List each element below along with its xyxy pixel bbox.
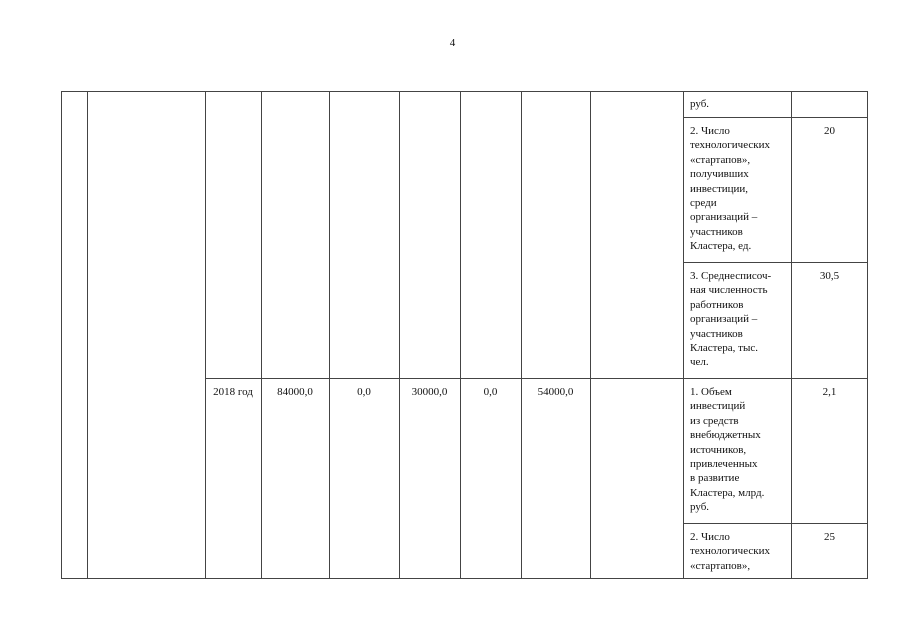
col-line: [791, 91, 792, 578]
amount-cell: 30000,0: [411, 386, 448, 398]
col-line: [87, 91, 88, 578]
indicator-cell: 2. Число технологических «стартапов», получивших инвестиции, среди организаций – участников Кластера, ед.: [690, 125, 770, 253]
row-divider: [683, 117, 867, 118]
value-cell: 25: [824, 531, 835, 543]
amount-cell: 0,0: [357, 386, 371, 398]
col-line: [460, 91, 461, 578]
indicator-cell: руб.: [690, 98, 710, 110]
col-line: [521, 91, 522, 578]
table-bottom-border: [61, 578, 868, 579]
row-divider: [683, 523, 867, 524]
table-top-border: [61, 91, 868, 92]
col-line: [399, 91, 400, 578]
amount-cell: 0,0: [483, 386, 498, 398]
indicator-cell: 3. Среднесписоч- ная численность работников организаций – участников Кластера, тыс. чел.: [690, 270, 772, 369]
col-line: [867, 91, 868, 578]
page-number: 4: [449, 37, 456, 49]
amount-cell: 54000,0: [537, 386, 574, 398]
value-cell: 20: [824, 125, 835, 137]
col-line: [683, 91, 684, 578]
value-cell: 2,1: [822, 386, 837, 398]
row-divider: [683, 262, 867, 263]
value-cell: 30,5: [819, 270, 840, 282]
col-line: [205, 91, 206, 578]
indicator-cell: 1. Объем инвестиций из средств внебюджетных источников, привлеченных в развитие Кластера, млрд. руб.: [690, 386, 765, 514]
indicator-cell: 2. Число технологических «стартапов»,: [690, 531, 770, 572]
col-line: [261, 91, 262, 578]
col-line: [61, 91, 62, 578]
col-line: [590, 91, 591, 578]
row-divider: [205, 378, 867, 379]
total-cell: 84000,0: [277, 386, 313, 398]
col-line: [329, 91, 330, 578]
year-cell: 2018 год: [213, 386, 253, 398]
